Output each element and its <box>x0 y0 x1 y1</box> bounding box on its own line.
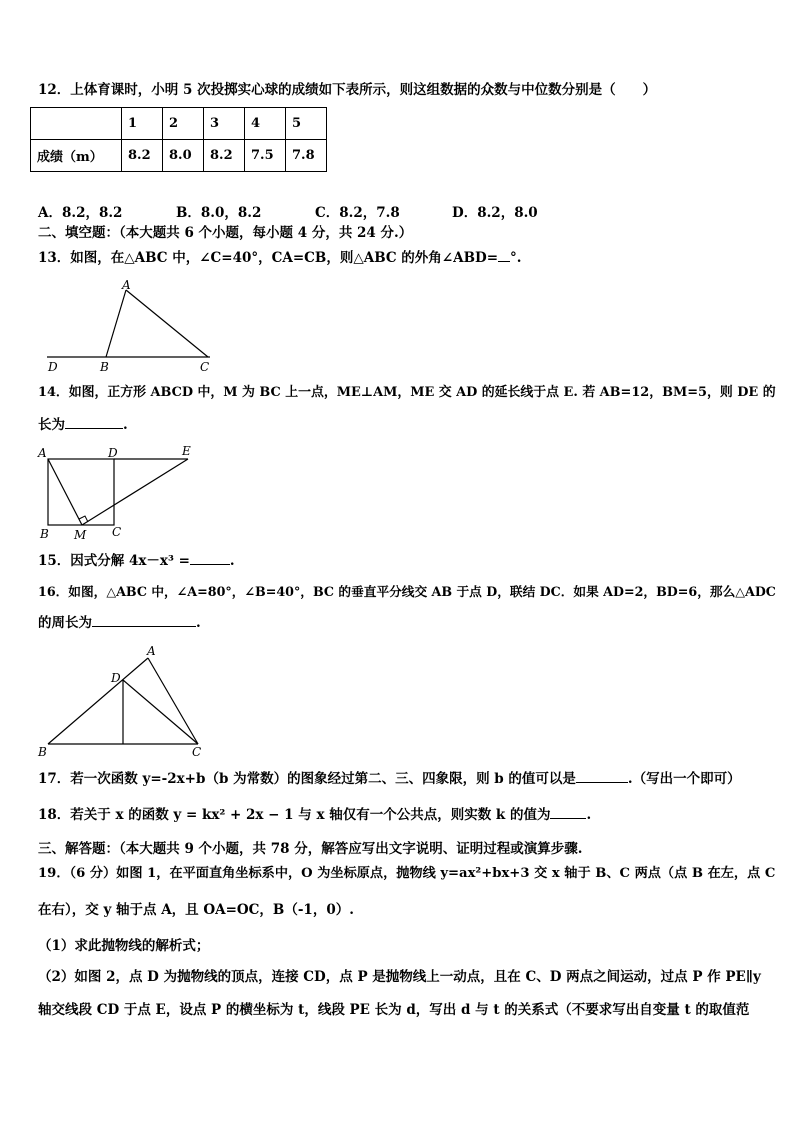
label-b: B <box>100 360 109 373</box>
table-cell: 7.8 <box>286 140 327 172</box>
q16-tail: . <box>196 615 201 631</box>
table-row <box>31 108 327 140</box>
table-cell: 5 <box>286 108 327 140</box>
label-d: D <box>48 360 58 373</box>
option-c: C．8.2，7.8 <box>315 205 400 221</box>
table-cell: 8.2 <box>204 140 245 172</box>
table-cell: 2 <box>163 108 204 140</box>
q16-figure <box>34 640 214 760</box>
table-cell: 8.0 <box>163 140 204 172</box>
table-cell: 4 <box>245 108 286 140</box>
q18-stem: 18．若关于 x 的函数 y = kx² + 2x − 1 与 x 轴仅有一个公共点，则实数 k 的值为 <box>38 807 551 823</box>
table-cell: 8.2 <box>122 140 163 172</box>
q18-tail: . <box>586 807 592 823</box>
label-d: D <box>111 671 121 685</box>
q12-text: 12．上体育课时，小明 5 次投掷实心球的成绩如下表所示，则这组数据的众数与中位数分别是（ ） <box>38 82 657 98</box>
option-d: D．8.2，8.0 <box>452 205 538 221</box>
q18-text <box>38 809 591 823</box>
label-c: C <box>200 360 210 373</box>
answer-blank <box>550 818 586 819</box>
label-a: A <box>122 278 131 292</box>
answer-blank <box>498 261 510 262</box>
label-a: A <box>147 644 156 658</box>
q13-text <box>38 252 521 266</box>
score-table <box>30 107 327 172</box>
label-c: C <box>112 525 122 539</box>
q14-figure <box>36 443 206 541</box>
answer-blank <box>190 564 230 565</box>
label-a: A <box>38 446 47 460</box>
table-cell: 3 <box>204 108 245 140</box>
section-2-heading: 二、填空题：（本大题共 6 个小题，每小题 4 分，共 24 分.） <box>38 225 413 241</box>
q14-tail: . <box>123 417 128 433</box>
q19-part2-line2: 轴交线段 CD 于点 E，设点 P 的横坐标为 t，线段 PE 长为 d，写出 d 与 t 的关系式（不要求写出自变量 t 的取值范 <box>38 1002 750 1018</box>
q15-text <box>38 555 235 569</box>
q15-stem: 15．因式分解 4x－x³ = <box>38 553 190 569</box>
label-m: M <box>74 528 87 541</box>
label-c: C <box>192 745 202 759</box>
label-b: B <box>38 745 47 759</box>
q19-line1: 19．（6 分）如图 1，在平面直角坐标系中，O 为坐标原点，抛物线 y=ax²+bx+3 交 x 轴于 B、C 两点（点 B 在左，点 C <box>38 866 776 881</box>
q16-text-line2 <box>38 617 201 631</box>
q19-line2: 在右），交 y 轴于点 A，且 OA=OC，B（-1，0）. <box>38 902 354 918</box>
table-row <box>31 140 327 172</box>
label-d: D <box>108 446 118 460</box>
q14-text-line1: 14．如图，正方形 ABCD 中，M 为 BC 上一点，ME⊥AM，ME 交 AD 的延长线于点 E. 若 AB=12，BM=5，则 DE 的 <box>38 385 776 400</box>
option-a: A．8.2，8.2 <box>38 205 123 221</box>
q14-stem: 长为 <box>38 417 65 433</box>
q14-text-line2 <box>38 419 128 433</box>
q17-stem: 17．若一次函数 y=-2x+b（b 为常数）的图象经过第二、三、四象限，则 b 的值可以是 <box>38 771 576 787</box>
q15-tail: . <box>229 553 235 569</box>
option-b: B．8.0，8.2 <box>176 205 262 221</box>
label-b: B <box>40 527 49 541</box>
table-cell: 1 <box>122 108 163 140</box>
q16-stem: 的周长为 <box>38 615 92 631</box>
q13-stem: 13．如图，在△ABC 中，∠C=40°，CA=CB，则△ABC 的外角∠ABD= <box>38 250 499 266</box>
answer-blank <box>576 782 628 783</box>
section-3-heading: 三、解答题：（本大题共 9 个小题，共 78 分，解答应写出文字说明、证明过程或演算步骤. <box>38 841 583 857</box>
table-cell <box>31 108 122 140</box>
table-cell: 7.5 <box>245 140 286 172</box>
q16-text-line1: 16．如图，△ABC 中，∠A=80°，∠B=40°，BC 的垂直平分线交 AB 于点 D，联结 DC．如果 AD=2，BD=6，那么△ADC <box>38 584 776 599</box>
table-row-label: 成绩（m） <box>31 140 122 172</box>
q19-part1: （1）求此抛物线的解析式； <box>38 938 210 954</box>
q13-figure <box>40 278 220 373</box>
label-e: E <box>182 444 191 458</box>
q13-tail: °. <box>510 250 522 266</box>
q17-tail: .（写出一个即可） <box>627 771 741 787</box>
answer-blank <box>92 626 196 627</box>
answer-blank <box>65 428 123 429</box>
q17-text <box>38 773 741 787</box>
q19-part2-line1: （2）如图 2，点 D 为抛物线的顶点，连接 CD，点 P 是抛物线上一动点，且在 C、D 两点之间运动，过点 P 作 PE∥y <box>38 969 761 985</box>
